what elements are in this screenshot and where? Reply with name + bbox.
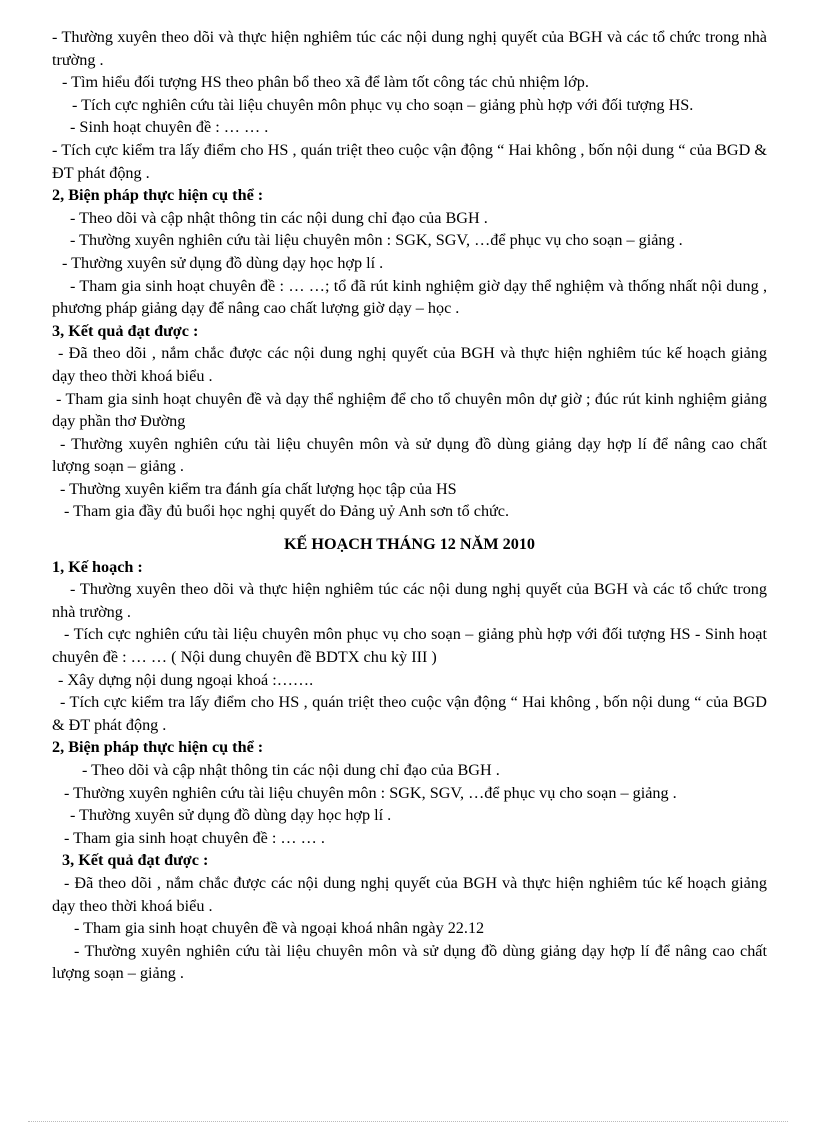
paragraph-line: - Tham gia đầy đủ buổi học nghị quyết do Đảng uỷ Anh sơn tổ chức.: [64, 502, 510, 521]
paragraph-line: - Thường xuyên nghiên cứu tài liệu chuyên môn : SGK, SGV, …để phục vụ cho soạn – giảng .: [64, 783, 677, 802]
paragraph-line: - Thường xuyên sử dụng đồ dùng dạy học hợp lí .: [70, 806, 392, 825]
paragraph-line: - Thường xuyên nghiên cứu tài liệu chuyên môn và sử dụng đồ dùng giảng dạy hợp lí để nâng cao chất lượng soạn – giảng .: [52, 434, 767, 476]
section-november-report: [52, 26, 767, 523]
page-footer-divider: [28, 1121, 788, 1122]
paragraph-line: - Tích cực nghiên cứu tài liệu chuyên môn phục vụ cho soạn – giảng phù hợp với đối tượng HS.: [72, 95, 694, 114]
paragraph-line: - Tham gia sinh hoạt chuyên đề : … …; tổ đã rút kinh nghiệm giờ dạy thể nghiệm và thống nhất nội dung , phương pháp giảng dạy để nâng cao chất lượng giờ dạy – học .: [52, 276, 767, 318]
paragraph-line: - Tham gia sinh hoạt chuyên đề : … … .: [64, 828, 325, 847]
paragraph-line: - Tìm hiểu đối tượng HS theo phân bổ theo xã để làm tốt công tác chủ nhiệm lớp.: [62, 73, 589, 92]
section-heading: 3, Kết quả đạt được :: [52, 321, 199, 340]
section-heading: 2, Biện pháp thực hiện cụ thể :: [52, 186, 264, 205]
paragraph-line: - Theo dõi và cập nhật thông tin các nội dung chỉ đạo của BGH .: [70, 208, 488, 227]
paragraph-line: - Sinh hoạt chuyên đề : … … .: [70, 118, 269, 137]
paragraph-line: - Đã theo dõi , nắm chắc được các nội dung nghị quyết của BGH và thực hiện nghiêm túc kế hoạch giảng dạy theo thời khoá biểu .: [52, 873, 767, 915]
document-page: [52, 26, 767, 985]
paragraph-line: - Xây dựng nội dung ngoại khoá :…….: [58, 670, 314, 689]
paragraph-line: - Tích cực kiểm tra lấy điểm cho HS , quán triệt theo cuộc vận động “ Hai không , bốn nội dung “ của BGD & ĐT phát động .: [52, 693, 767, 734]
paragraph-line: - Thường xuyên kiểm tra đánh gía chất lượng học tập của HS: [60, 479, 457, 498]
section-heading: 1, Kế hoạch :: [52, 557, 143, 576]
section-heading: 3, Kết quả đạt được :: [62, 851, 209, 870]
paragraph-line: - Theo dõi và cập nhật thông tin các nội dung chỉ đạo của BGH .: [82, 761, 500, 779]
paragraph-line: - Thường xuyên nghiên cứu tài liệu chuyên môn và sử dụng đồ dùng giảng dạy hợp lí để nâng cao chất lượng soạn – giảng .: [52, 941, 767, 983]
section-december-plan: [52, 556, 767, 985]
paragraph-line: - Tham gia sinh hoạt chuyên đề và dạy thể nghiệm để cho tổ chuyên môn dự giờ ; đúc rút kinh nghiệm giảng dạy phần thơ Đường: [52, 389, 767, 431]
paragraph-line: - Thường xuyên nghiên cứu tài liệu chuyên môn : SGK, SGV, …để phục vụ cho soạn – giảng .: [70, 231, 683, 250]
paragraph-line: - Thường xuyên theo dõi và thực hiện nghiêm túc các nội dung nghị quyết của BGH và các tổ chức trong nhà trường .: [52, 28, 767, 69]
paragraph-line: - Thường xuyên sử dụng đồ dùng dạy học hợp lí .: [62, 253, 384, 272]
paragraph-line: - Thường xuyên theo dõi và thực hiện nghiêm túc các nội dung nghị quyết của BGH và các tổ chức trong nhà trường .: [52, 580, 767, 621]
section-heading: 2, Biện pháp thực hiện cụ thể :: [52, 738, 264, 757]
paragraph-line: - Tích cực nghiên cứu tài liệu chuyên môn phục vụ cho soạn – giảng phù hợp với đối tượng HS - Sinh hoạt chuyên đề : … … ( Nội dung chuyên đề BDTX chu kỳ III ): [52, 625, 767, 667]
paragraph-line: - Tham gia sinh hoạt chuyên đề và ngoại khoá nhân ngày 22.12: [74, 919, 485, 938]
paragraph-line: - Tích cực kiểm tra lấy điểm cho HS , quán triệt theo cuộc vận động “ Hai không , bốn nội dung “ của BGD & ĐT phát động .: [52, 140, 767, 182]
plan-title-december-2010: KẾ HOẠCH THÁNG 12 NĂM 2010: [283, 535, 536, 554]
paragraph-line: - Đã theo dõi , nắm chắc được các nội dung nghị quyết của BGH và thực hiện nghiêm túc kế hoạch giảng dạy theo thời khoá biểu .: [52, 344, 767, 385]
